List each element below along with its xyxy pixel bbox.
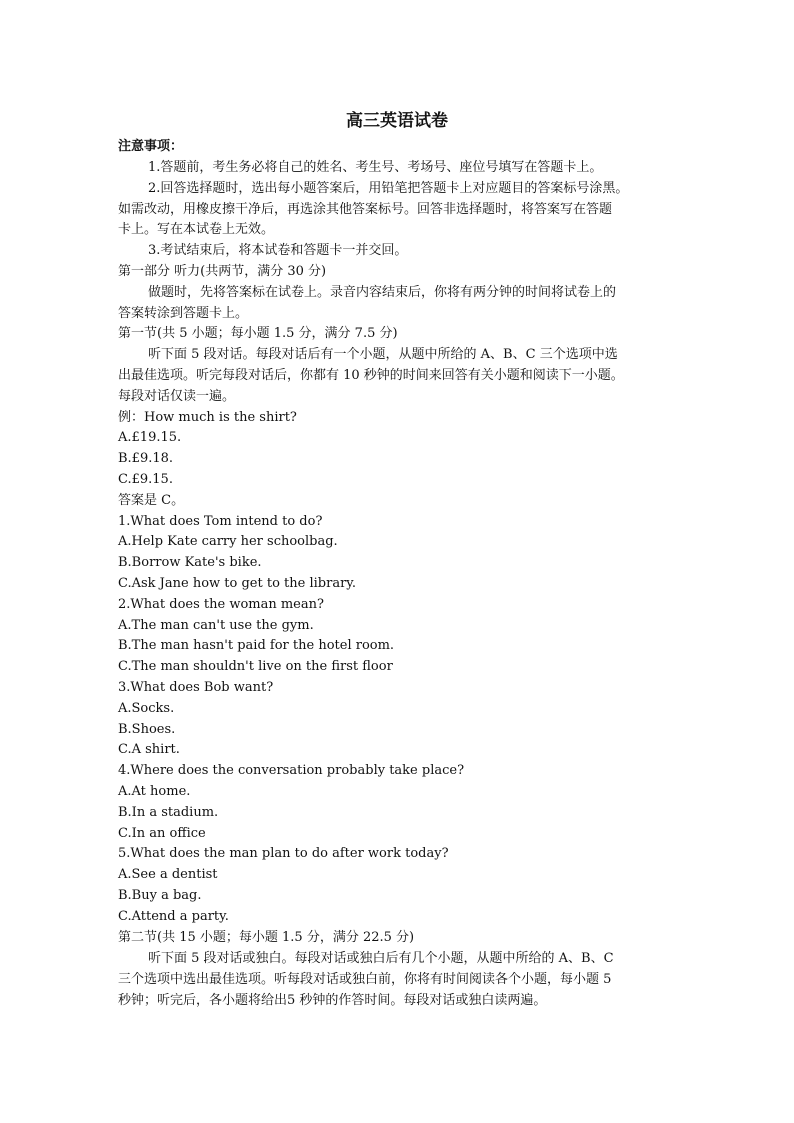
option: B.In a stadium. [118, 805, 219, 820]
option: B.Buy a bag. [118, 888, 202, 903]
text-line: 2.回答选择题时，选出每小题答案后，用铅笔把答题卡上对应题目的答案标号涂黑。 [148, 181, 629, 196]
option: C.In an office [118, 826, 206, 841]
question: 2.What does the woman mean? [118, 597, 324, 612]
example-answer: 答案是 C。 [118, 493, 185, 508]
option: B.The man hasn't paid for the hotel room. [118, 638, 395, 653]
text-line: 3.考试结束后，将本试卷和答题卡一并交回。 [148, 243, 408, 258]
text-line: 三个选项中选出最佳选项。听每段对话或独白前，你将有时间阅读各个小题，每小题 5 [118, 972, 612, 987]
option: C.Ask Jane how to get to the library. [118, 576, 357, 591]
section-heading: 第二节(共 15 小题；每小题 1.5 分，满分 22.5 分) [118, 930, 415, 945]
question: 5.What does the man plan to do after work today? [118, 846, 449, 861]
option: A.The man can't use the gym. [118, 618, 314, 633]
text-line: 卡上。写在本试卷上无效。 [118, 222, 275, 237]
question: 1.What does Tom intend to do? [118, 514, 323, 529]
option: C.The man shouldn't live on the first floor [118, 659, 393, 674]
example-question: 例：How much is the shirt? [118, 410, 297, 425]
text-line: 答案转涂到答题卡上。 [118, 306, 249, 321]
text-line: 如需改动，用橡皮擦干净后，再选涂其他答案标号。回答非选择题时，将答案写在答题 [118, 202, 613, 217]
option: B.Shoes. [118, 722, 176, 737]
text-line: 1.答题前，考生务必将自己的姓名、考生号、考场号、座位号填写在答题卡上。 [148, 160, 603, 175]
option: A.£19.15. [118, 430, 182, 445]
option: A.At home. [118, 784, 191, 799]
text-line: 出最佳选项。听完每段对话后，你都有 10 秒钟的时间来回答有关小题和阅读下一小题。 [118, 368, 624, 383]
option: C.A shirt. [118, 742, 180, 757]
text-line: 秒钟；听完后，各小题将给出5 秒钟的作答时间。每段对话或独白读两遍。 [118, 993, 547, 1008]
page-title: 高三英语试卷 [346, 111, 448, 131]
text-line: 听下面 5 段对话或独白。每段对话或独白后有几个小题，从题中所给的 A、B、C [148, 951, 614, 966]
option: B.£9.18. [118, 451, 174, 466]
text-line: 做题时，先将答案标在试卷上。录音内容结束后，你将有两分钟的时间将试卷上的 [148, 285, 617, 300]
option: A.Socks. [118, 701, 175, 716]
option: A.Help Kate carry her schoolbag. [118, 534, 338, 549]
section-heading: 第一节(共 5 小题；每小题 1.5 分，满分 7.5 分) [118, 326, 398, 341]
option: A.See a dentist [118, 867, 218, 882]
option: C.Attend a party. [118, 909, 229, 924]
text-line: 听下面 5 段对话。每段对话后有一个小题，从题中所给的 A、B、C 三个选项中选 [148, 347, 618, 362]
question: 3.What does Bob want? [118, 680, 274, 695]
section-heading: 第一部分 听力(共两节，满分 30 分) [118, 264, 327, 279]
notice-heading: 注意事项： [118, 139, 184, 154]
option: C.£9.15. [118, 472, 173, 487]
text-line: 每段对话仅读一遍。 [118, 389, 236, 404]
question: 4.Where does the conversation probably take place? [118, 763, 465, 778]
option: B.Borrow Kate's bike. [118, 555, 262, 570]
